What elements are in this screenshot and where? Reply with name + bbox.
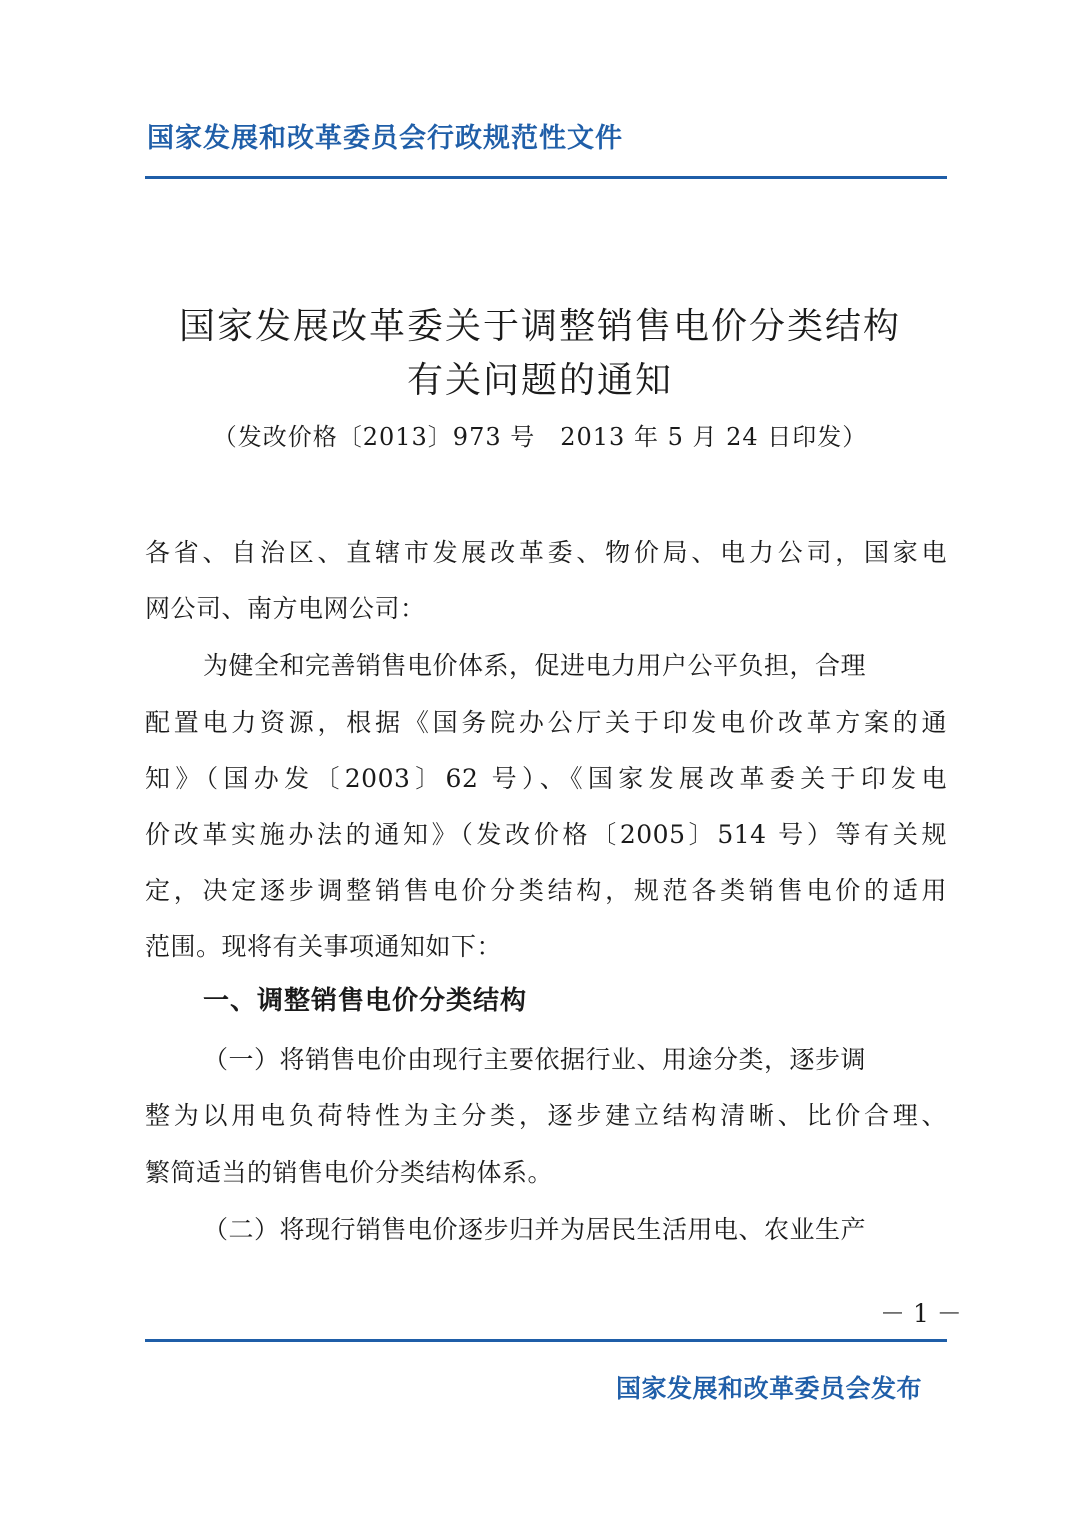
item-1-line-3: 繁简适当的销售电价分类结构体系。	[145, 1158, 554, 1187]
header-title: 国家发展和改革委员会行政规范性文件	[147, 123, 623, 154]
intro-line-3: 知》（国办发〔2003〕62 号）、《国家发展改革委关于印发电	[145, 764, 947, 793]
intro-line-4: 价改革实施办法的通知》（发改价格〔2005〕514 号）等有关规	[145, 820, 947, 849]
intro-line-5: 定，决定逐步调整销售电价分类结构，规范各类销售电价的适用	[145, 876, 947, 905]
intro-line-6: 范围。现将有关事项通知如下：	[145, 932, 503, 961]
section-1-heading: 一、调整销售电价分类结构	[203, 986, 528, 1016]
document-title-line-2: 有关问题的通知	[406, 360, 673, 401]
item-1-line-2: 整为以用电负荷特性为主分类，逐步建立结构清晰、比价合理、	[145, 1101, 947, 1130]
item-2-line-1: （二）将现行销售电价逐步归并为居民生活用电、农业生产	[203, 1215, 867, 1244]
document-title-line-1: 国家发展改革委关于调整销售电价分类结构	[178, 306, 901, 347]
page-number: － 1 －	[880, 1299, 962, 1328]
header-divider	[145, 176, 947, 179]
footer-publisher: 国家发展和改革委员会发布	[616, 1374, 923, 1403]
item-1-line-1: （一）将销售电价由现行主要依据行业、用途分类，逐步调	[203, 1045, 867, 1074]
recipients-line-1: 各省、自治区、直辖市发展改革委、物价局、电力公司，国家电	[145, 538, 947, 567]
footer-divider	[145, 1339, 947, 1342]
intro-line-1: 为健全和完善销售电价体系，促进电力用户公平负担，合理	[203, 651, 867, 680]
document-number: （发改价格〔2013〕973 号 2013 年 5 月 24 日印发）	[212, 423, 868, 451]
recipients-line-2: 网公司、南方电网公司：	[145, 594, 426, 623]
intro-line-2: 配置电力资源，根据《国务院办公厅关于印发电价改革方案的通	[145, 708, 947, 737]
